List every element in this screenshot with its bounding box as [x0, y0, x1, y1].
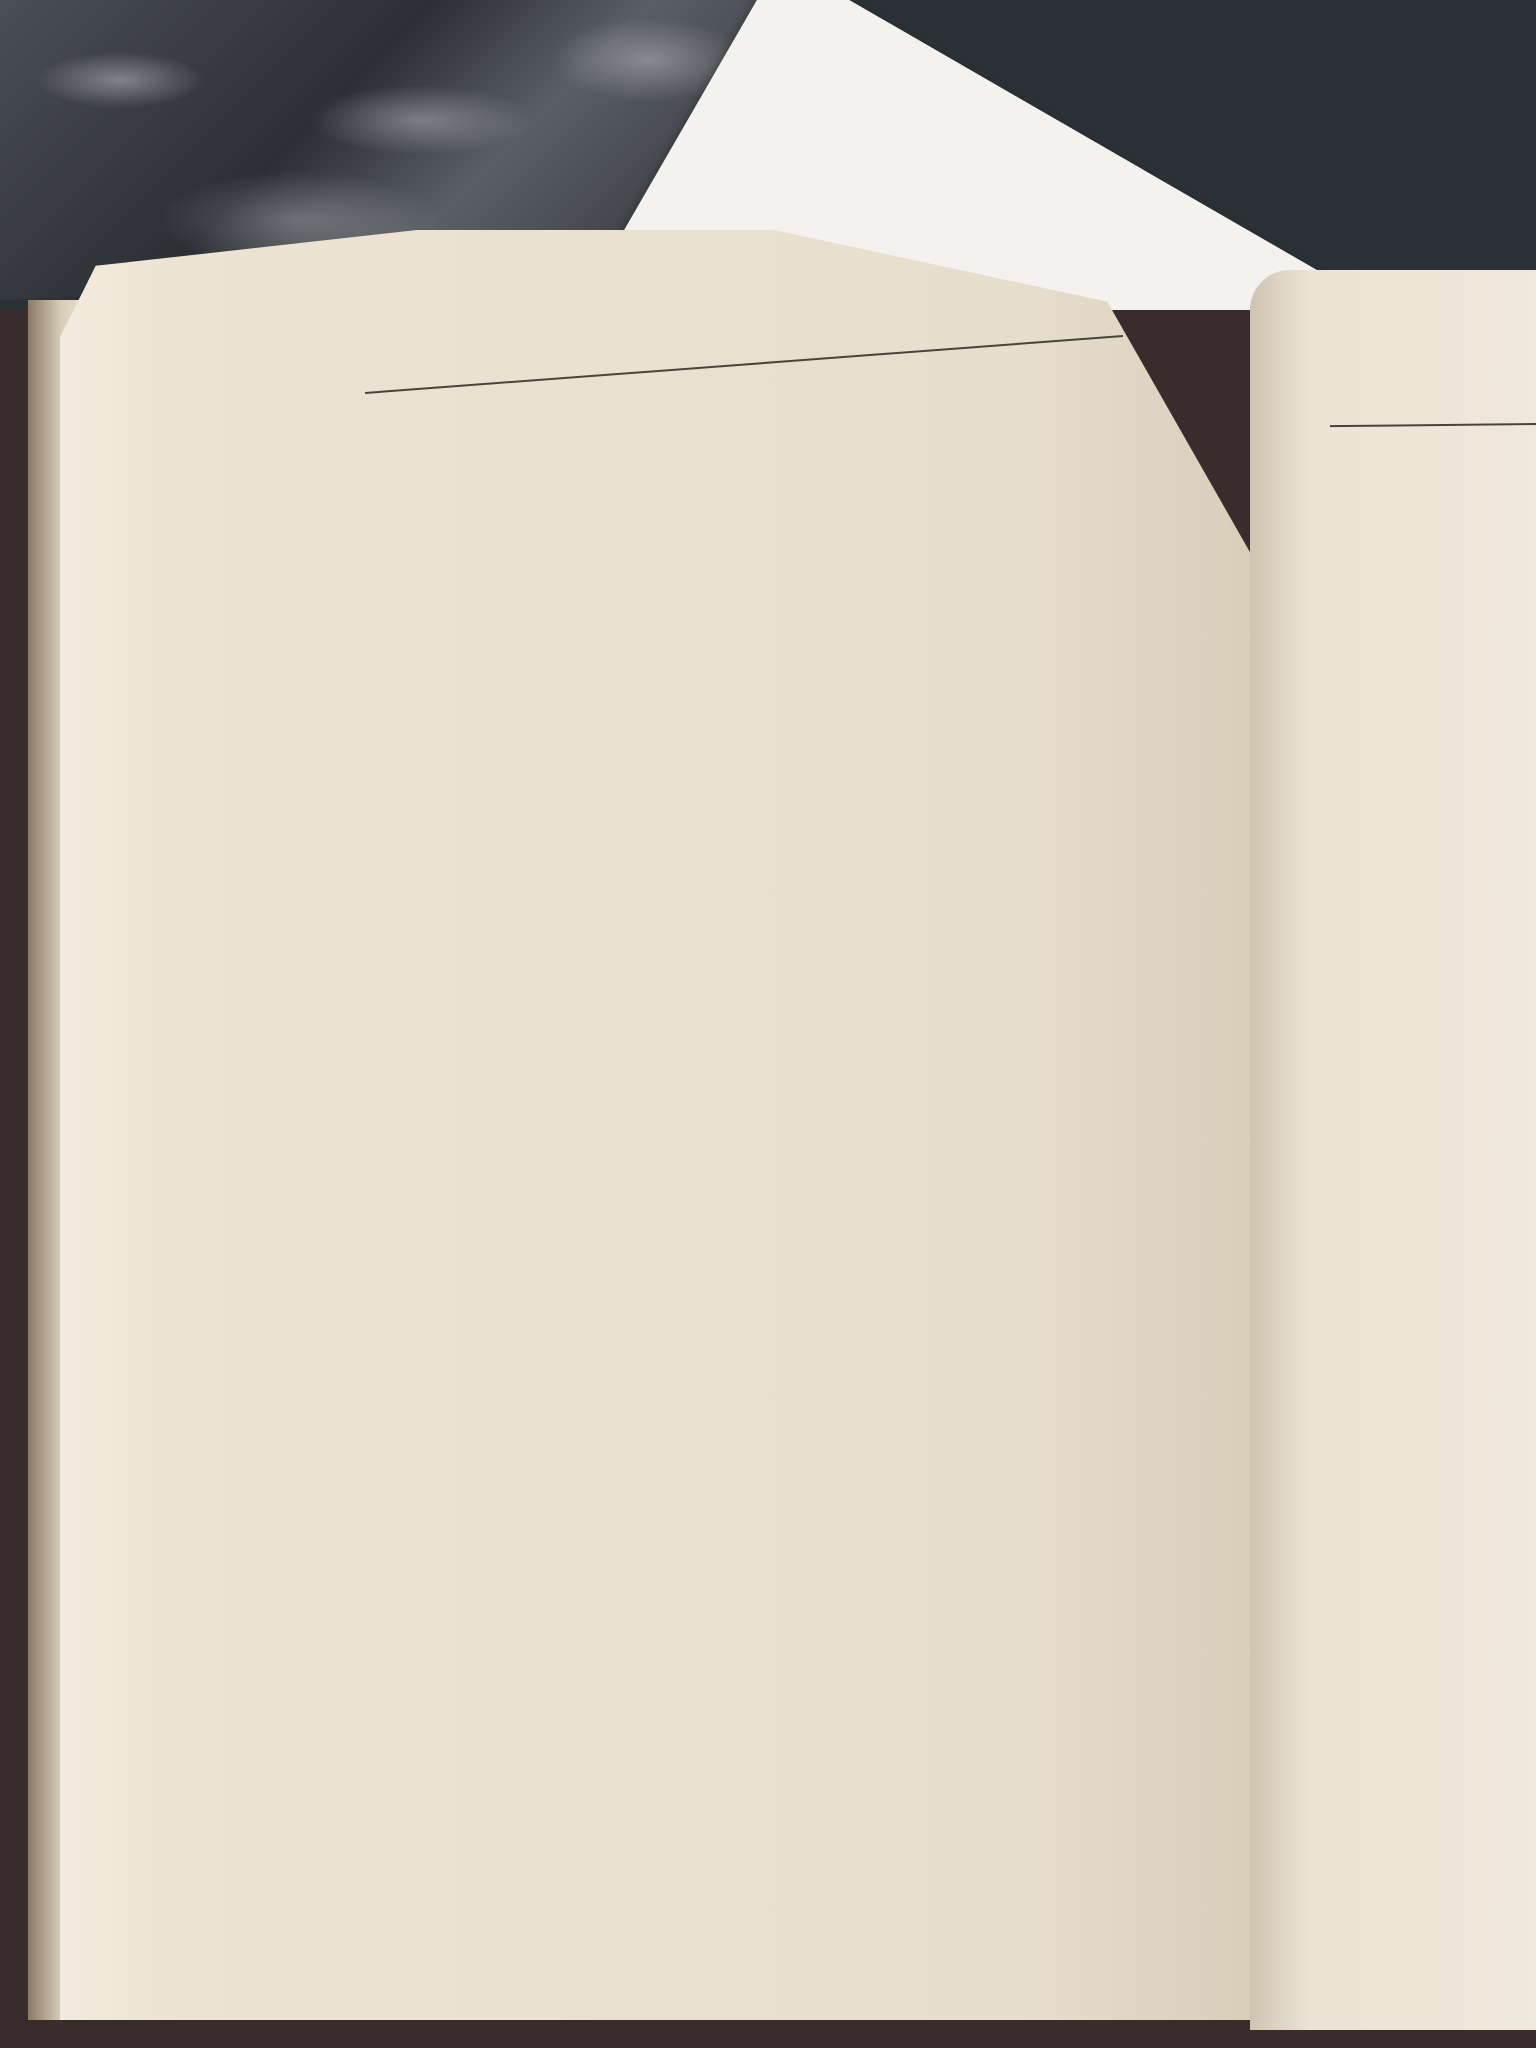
left-page: [60, 230, 1250, 2020]
reader-slip-text: [1000, 0, 1260, 20]
right-page: [1250, 270, 1536, 2030]
